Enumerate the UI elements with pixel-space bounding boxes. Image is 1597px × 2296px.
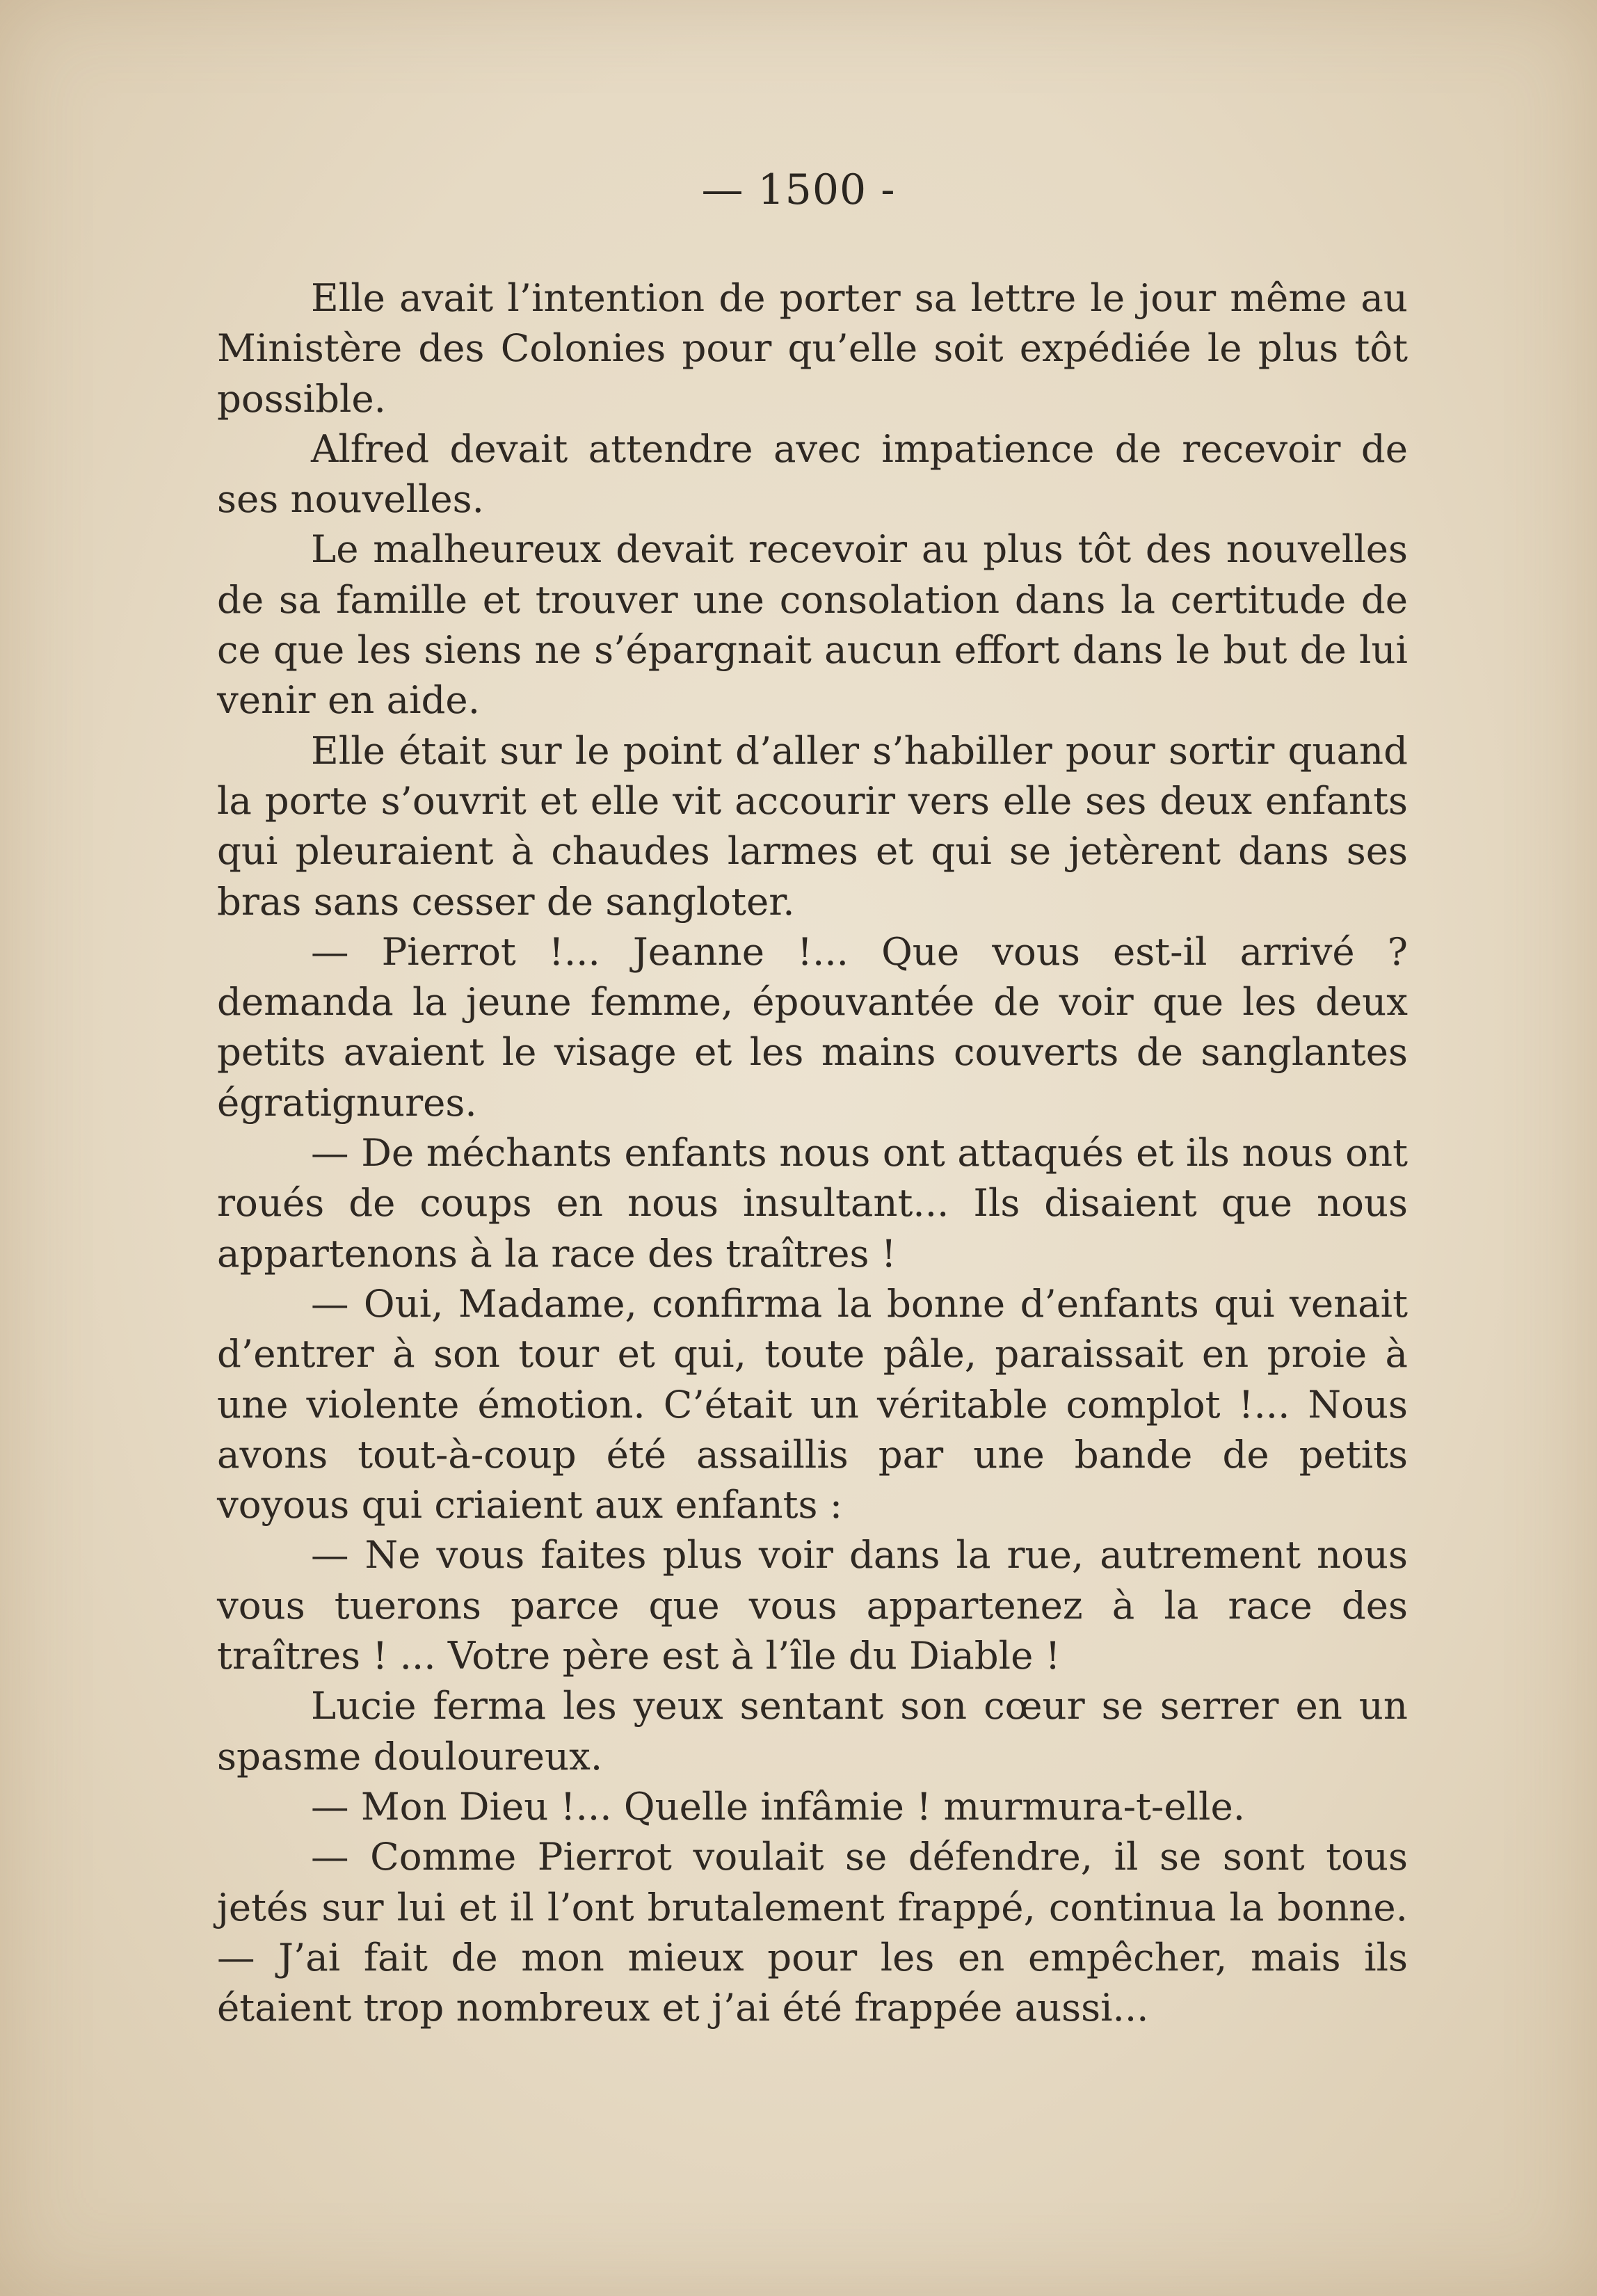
paragraph: Elle avait l’intention de porter sa lettre le jour même au Ministère des Colonies pour qu’elle soit expédiée le plus tôt possible. [217,275,1408,421]
body-text [217,273,1408,2032]
paragraph: — Ne vous faites plus voir dans la rue, autrement nous vous tuerons parce que vous appartenez à la race des traîtres ! ... Votre père est à l’île du Diable ! [217,1532,1408,1678]
paragraph: — Comme Pierrot voulait se défendre, il se sont tous jetés sur lui et il l’ont brutalement frappé, continua la bonne. — J’ai fait de mon mieux pour les en empêcher, mais ils étaient trop nombreux et j’ai été frappée aussi... [217,1834,1408,2030]
paragraph: — Mon Dieu !... Quelle infâmie ! murmura-t-elle. [311,1783,1246,1829]
paragraph: — Oui, Madame, confirma la bonne d’enfants qui venait d’entrer à son tour et qui, toute pâle, paraissait en proie à une violente émotion. C’était un véritable complot !... Nous avons tout-à-coup été assaillis par une bande de petits voyous qui criaient aux enfants : [217,1281,1408,1527]
page-number: — 1500 - [701,166,896,214]
paragraph: — Pierrot !... Jeanne !... Que vous est-il arrivé ? demanda la jeune femme, épouvantée de voir que les deux petits avaient le visage et les mains couverts de sanglantes égratignures. [217,929,1408,1125]
paragraph: Lucie ferma les yeux sentant son cœur se serrer en un spasme douloureux. [217,1683,1408,1779]
paragraph: Le malheureux devait recevoir au plus tôt des nouvelles de sa famille et trouver une consolation dans la certitude de ce que les siens ne s’épargnait aucun effort dans le but de lui venir en aide. [217,527,1408,723]
paragraph: Elle était sur le point d’aller s’habiller pour sortir quand la porte s’ouvrit et elle vit accourir vers elle ses deux enfants qui pleuraient à chaudes larmes et qui se jetèrent dans ses bras sans cesser de sangloter. [217,728,1408,924]
paragraph: Alfred devait attendre avec impatience de recevoir de ses nouvelles. [217,426,1408,522]
paragraph: — De méchants enfants nous ont attaqués et ils nous ont roués de coups en nous insultant... Ils disaient que nous appartenons à la race des traîtres ! [217,1130,1408,1276]
